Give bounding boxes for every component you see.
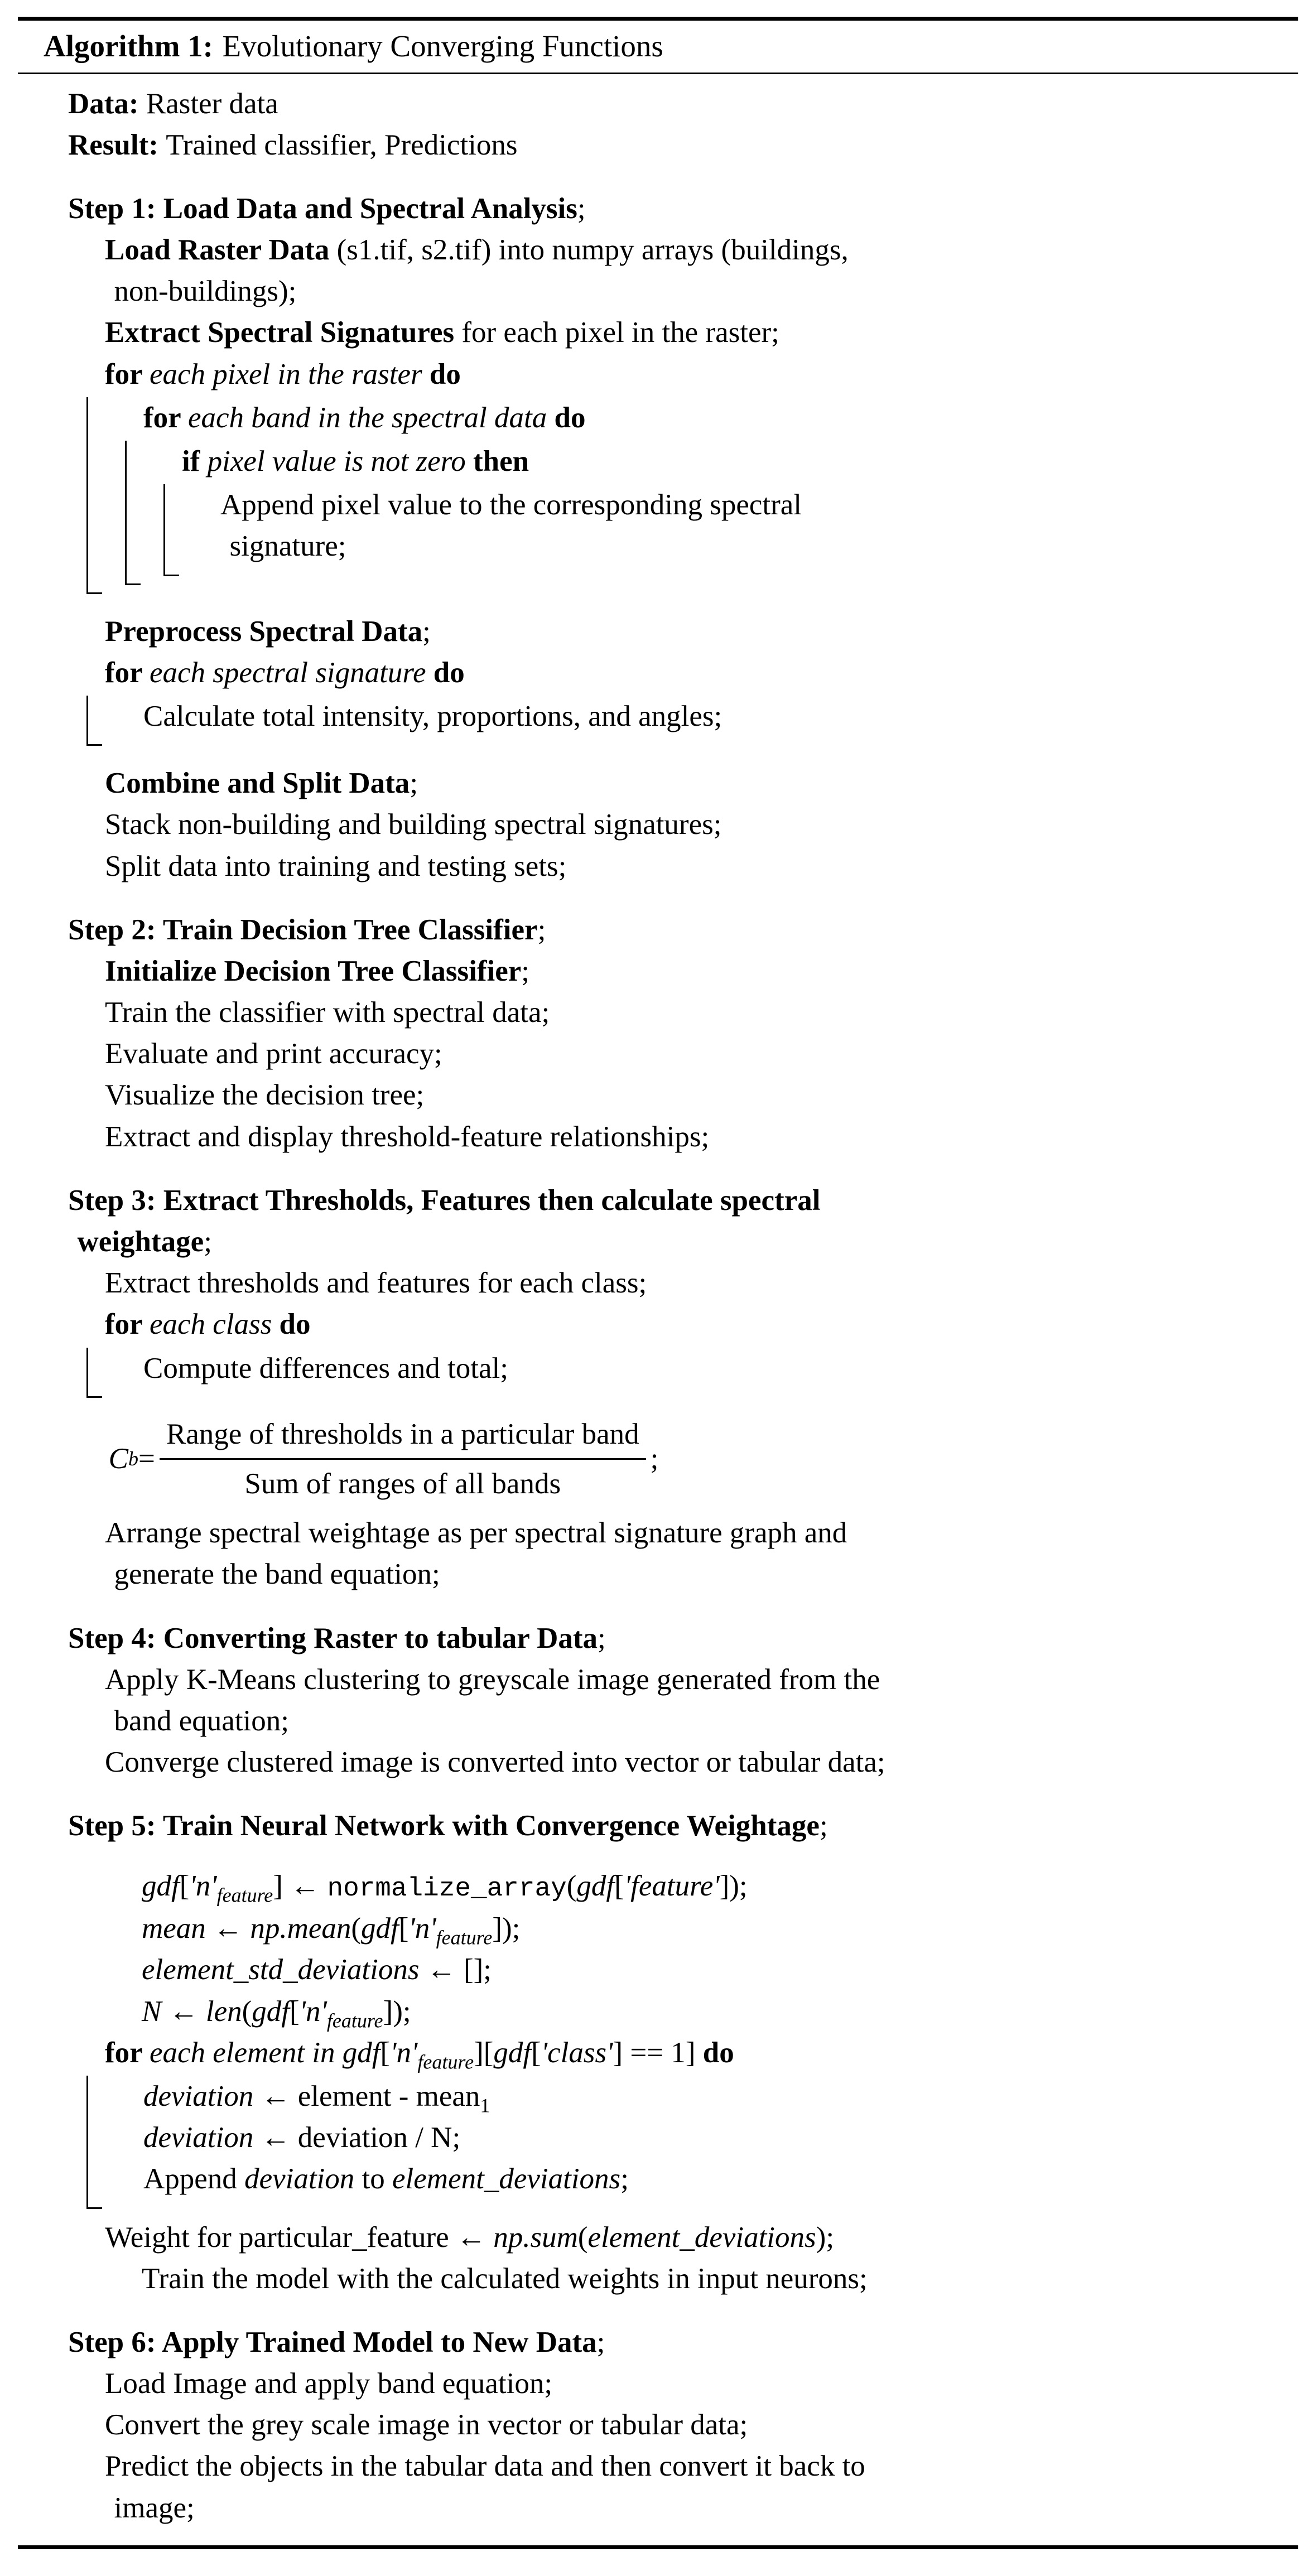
algorithm-line bbox=[142, 1991, 1293, 2032]
text-segment: ; bbox=[596, 2326, 605, 2358]
algorithm-line bbox=[143, 696, 1293, 737]
vertical-space bbox=[68, 1846, 1293, 1865]
algorithm-line bbox=[143, 1348, 1293, 1389]
text-segment: Step 3: Extract Thresholds, Features then calculate spectral bbox=[68, 1184, 821, 1217]
text-segment: ← bbox=[161, 1995, 206, 2028]
algorithm-line bbox=[105, 1742, 1293, 1783]
text-segment: Predict the objects in the tabular data and then convert it back to bbox=[105, 2450, 865, 2483]
text-segment: to bbox=[354, 2163, 393, 2196]
algorithm-line bbox=[105, 312, 1293, 353]
algorithm-line bbox=[68, 188, 1293, 229]
algorithm-line bbox=[114, 1554, 1293, 1595]
text-segment: deviation bbox=[244, 2163, 355, 2196]
text-segment: ( bbox=[351, 1912, 362, 1945]
text-segment: Visualize the decision tree; bbox=[105, 1079, 425, 1112]
text-segment: Append bbox=[143, 2163, 245, 2196]
text-segment: weightage bbox=[77, 1226, 204, 1258]
algorithm-line bbox=[78, 1221, 1293, 1262]
equation-line: C b = $\frac{\text{Range of thresholds in a particular band}}{\text{Sum of ranges of all bands}}$ ; bbox=[109, 1414, 1293, 1504]
text-segment: 'n' bbox=[408, 1912, 436, 1945]
text-segment: signature; bbox=[229, 530, 346, 563]
text-segment: ← bbox=[205, 1912, 251, 1945]
vertical-space bbox=[68, 887, 1293, 909]
text-segment: each class bbox=[149, 1308, 280, 1341]
text-segment: 'n' bbox=[390, 2036, 418, 2069]
vertical-space bbox=[68, 166, 1293, 188]
text-segment: [ bbox=[380, 2036, 391, 2069]
text-segment: for bbox=[143, 401, 188, 434]
vertical-space bbox=[68, 746, 1293, 763]
vertical-space bbox=[68, 1398, 1293, 1406]
algorithm-line bbox=[105, 1033, 1293, 1074]
algorithm-figure bbox=[18, 17, 1298, 2549]
algorithm-line bbox=[105, 229, 1293, 271]
text-segment: element_deviations bbox=[392, 2163, 621, 2196]
text-segment: ] ← bbox=[273, 1870, 327, 1903]
algorithm-line bbox=[114, 2487, 1293, 2529]
text-segment: non-buildings); bbox=[114, 275, 297, 308]
text-segment: Step 5: Train Neural Network with Convergence Weightage bbox=[68, 1810, 820, 1842]
algorithm-line bbox=[182, 441, 1293, 482]
text-segment: do bbox=[429, 358, 461, 390]
text-segment: ; bbox=[819, 1810, 828, 1842]
algorithm-caption-label: Algorithm 1: bbox=[44, 29, 213, 63]
fraction-denominator: Sum of ranges of all bands bbox=[244, 1467, 561, 1500]
text-segment: Append pixel value to the corresponding spectral bbox=[220, 489, 802, 522]
vertical-space bbox=[68, 1157, 1293, 1180]
text-segment: Extract and display threshold-feature relationships; bbox=[105, 1120, 710, 1153]
text-segment: ); bbox=[816, 2221, 835, 2254]
algorithm-line bbox=[143, 2076, 1293, 2117]
text-segment: ( bbox=[242, 1995, 252, 2028]
text-segment: each band in the spectral data bbox=[187, 401, 555, 434]
text-segment: Calculate total intensity, proportions, and angles; bbox=[143, 700, 722, 732]
text-segment: each element in gdf bbox=[149, 2036, 380, 2069]
algorithm-line bbox=[105, 2445, 1293, 2487]
algorithm-line bbox=[105, 1512, 1293, 1554]
loop-body-block bbox=[163, 484, 1293, 576]
algorithm-line bbox=[105, 2404, 1293, 2445]
text-segment: ]); bbox=[719, 1870, 748, 1903]
algorithm-line bbox=[114, 271, 1293, 312]
algorithm-caption-title: Evolutionary Converging Functions bbox=[222, 29, 663, 63]
text-segment: each pixel in the raster bbox=[149, 358, 430, 390]
equation-fraction bbox=[160, 1414, 646, 1504]
algorithm-line bbox=[105, 1074, 1293, 1116]
text-segment: Convert the grey scale image in vector or tabular data; bbox=[105, 2409, 748, 2442]
text-segment: 'class' bbox=[541, 2036, 613, 2069]
text-segment: 'feature' bbox=[624, 1870, 720, 1903]
text-segment: ; bbox=[204, 1226, 212, 1258]
algorithm-line bbox=[105, 2217, 1293, 2258]
text-segment: ; bbox=[422, 615, 431, 648]
text-segment: feature bbox=[436, 1926, 493, 1949]
text-segment: generate the band equation; bbox=[114, 1558, 440, 1591]
text-segment: Compute differences and total; bbox=[143, 1352, 508, 1385]
text-segment: for bbox=[105, 2036, 150, 2069]
algorithm-line bbox=[105, 1304, 1293, 1345]
algorithm-line bbox=[105, 652, 1293, 693]
text-segment: deviation bbox=[143, 2121, 254, 2154]
algorithm-line bbox=[105, 804, 1293, 845]
text-segment: band equation; bbox=[114, 1704, 289, 1737]
algorithm-line bbox=[105, 763, 1293, 804]
algorithm-line bbox=[105, 1262, 1293, 1304]
algorithm-line bbox=[142, 1865, 1293, 1908]
algorithm-line bbox=[68, 1805, 1293, 1846]
algorithm-line bbox=[105, 2363, 1293, 2404]
text-segment: len bbox=[205, 1995, 242, 2028]
algorithm-line bbox=[68, 83, 1293, 124]
text-segment: ]); bbox=[492, 1912, 521, 1945]
text-segment: mean bbox=[142, 1912, 206, 1945]
text-segment: [ bbox=[290, 1995, 300, 2028]
text-segment: for bbox=[105, 1308, 150, 1341]
algorithm-line bbox=[68, 1180, 1293, 1221]
text-segment: ( bbox=[577, 2221, 588, 2254]
algorithm-body bbox=[18, 74, 1298, 2545]
text-segment: element_deviations bbox=[587, 2221, 816, 2254]
text-segment: for bbox=[105, 656, 150, 689]
text-segment: Raster data bbox=[146, 87, 278, 120]
text-segment: ; bbox=[620, 2163, 629, 2196]
text-segment: gdf bbox=[576, 1870, 615, 1903]
algorithm-caption bbox=[18, 21, 1298, 73]
text-segment: N bbox=[142, 1995, 162, 2028]
algorithm-line bbox=[68, 124, 1293, 166]
text-segment: Stack non-building and building spectral signatures; bbox=[105, 808, 722, 841]
text-segment: Initialize Decision Tree Classifier bbox=[105, 954, 522, 987]
algorithm-line bbox=[105, 2032, 1293, 2073]
loop-body-block bbox=[86, 397, 1293, 594]
text-segment: [ bbox=[531, 2036, 541, 2069]
text-segment: ] == 1] bbox=[613, 2036, 703, 2069]
vertical-space bbox=[68, 2209, 1293, 2217]
text-segment: for each pixel in the raster; bbox=[461, 316, 779, 349]
text-segment: [ bbox=[179, 1870, 190, 1903]
algorithm-line bbox=[220, 484, 1293, 525]
text-segment: 1 bbox=[480, 2094, 490, 2117]
text-segment: gdf bbox=[493, 2036, 532, 2069]
text-segment: ][ bbox=[474, 2036, 494, 2069]
algorithm-line bbox=[68, 1618, 1293, 1659]
text-segment: gdf bbox=[361, 1912, 399, 1945]
text-segment: C bbox=[108, 1443, 128, 1475]
text-segment: gdf bbox=[252, 1995, 290, 2028]
text-segment: each spectral signature bbox=[149, 656, 433, 689]
text-segment: Load Raster Data bbox=[105, 234, 337, 267]
text-segment: ← []; bbox=[419, 1953, 492, 1986]
text-segment: Train the classifier with spectral data; bbox=[105, 996, 550, 1029]
vertical-space bbox=[68, 1783, 1293, 1805]
text-segment: Split data into training and testing sets; bbox=[105, 850, 567, 882]
text-segment: Data: bbox=[68, 87, 146, 120]
text-segment: np.sum bbox=[493, 2221, 578, 2254]
text-segment: Load Image and apply band equation; bbox=[105, 2367, 553, 2400]
loop-body-block bbox=[86, 2076, 1293, 2209]
algorithm-line bbox=[105, 611, 1293, 652]
algorithm-line bbox=[142, 2258, 1293, 2299]
text-segment: Step 6: Apply Trained Model to New Data bbox=[68, 2326, 597, 2358]
algorithm-line bbox=[105, 1116, 1293, 1157]
text-segment: Weight for particular_feature ← bbox=[105, 2221, 494, 2254]
text-segment: if bbox=[182, 445, 208, 477]
text-segment: Preprocess Spectral Data bbox=[105, 615, 423, 648]
text-segment: Extract thresholds and features for each class; bbox=[105, 1267, 647, 1300]
text-segment: Arrange spectral weightage as per spectral signature graph and bbox=[105, 1517, 847, 1550]
text-segment: feature bbox=[216, 1884, 273, 1907]
vertical-space bbox=[68, 594, 1293, 611]
text-segment: ; bbox=[410, 767, 418, 800]
text-segment: ]); bbox=[383, 1995, 411, 2028]
text-segment: ; bbox=[521, 954, 530, 987]
text-segment: Evaluate and print accuracy; bbox=[105, 1038, 442, 1070]
algorithm-line bbox=[68, 909, 1293, 951]
text-segment: image; bbox=[114, 2491, 195, 2524]
text-segment: Trained classifier, Predictions bbox=[166, 128, 518, 161]
text-segment: deviation bbox=[143, 2080, 254, 2112]
algorithm-line bbox=[230, 525, 1293, 567]
text-segment: np.mean bbox=[250, 1912, 351, 1945]
algorithm-line bbox=[105, 992, 1293, 1033]
text-segment: then bbox=[473, 445, 529, 477]
text-segment: ; bbox=[537, 913, 546, 946]
text-segment: Apply K-Means clustering to greyscale image generated from the bbox=[105, 1663, 880, 1696]
text-segment: Extract Spectral Signatures bbox=[105, 316, 462, 349]
text-segment: 'n' bbox=[299, 1995, 327, 2028]
loop-body-block bbox=[86, 1348, 1293, 1398]
text-segment: gdf bbox=[142, 1870, 180, 1903]
text-segment: 'n' bbox=[189, 1870, 217, 1903]
text-segment: ; bbox=[577, 192, 586, 225]
bottom-rule bbox=[18, 2545, 1298, 2549]
text-segment: [ bbox=[398, 1912, 409, 1945]
text-segment: Combine and Split Data bbox=[105, 767, 410, 800]
text-segment: normalize_array bbox=[327, 1874, 567, 1904]
algorithm-line bbox=[105, 1659, 1293, 1700]
text-segment: Step 2: Train Decision Tree Classifier bbox=[68, 913, 538, 946]
text-segment: element_std_deviations bbox=[142, 1953, 420, 1986]
algorithm-line bbox=[142, 1949, 1293, 1990]
algorithm-line bbox=[68, 2322, 1293, 2363]
text-segment: Result: bbox=[68, 128, 166, 161]
text-segment: = bbox=[138, 1443, 155, 1475]
text-segment: ← element - mean bbox=[253, 2080, 480, 2112]
text-segment: ( bbox=[566, 1870, 577, 1903]
algorithm-line bbox=[142, 1908, 1293, 1949]
text-segment: ← deviation / N; bbox=[253, 2121, 461, 2154]
vertical-space bbox=[68, 2299, 1293, 2322]
text-segment: ; bbox=[598, 1622, 606, 1654]
text-segment: feature bbox=[326, 2009, 383, 2032]
loop-body-block bbox=[125, 441, 1293, 585]
vertical-space bbox=[68, 1595, 1293, 1618]
algorithm-line bbox=[105, 846, 1293, 887]
text-segment: do bbox=[279, 1308, 311, 1341]
text-segment: Step 4: Converting Raster to tabular Data bbox=[68, 1622, 598, 1654]
algorithm-line bbox=[143, 2158, 1293, 2199]
text-segment: do bbox=[433, 656, 465, 689]
fraction-numerator: Range of thresholds in a particular band bbox=[160, 1414, 646, 1460]
algorithm-line bbox=[143, 2117, 1293, 2158]
algorithm-line bbox=[105, 951, 1293, 992]
text-segment: feature bbox=[417, 2051, 474, 2073]
text-segment: Train the model with the calculated weights in input neurons; bbox=[142, 2262, 868, 2295]
text-segment: Converge clustered image is converted into vector or tabular data; bbox=[105, 1746, 885, 1779]
text-segment: do bbox=[554, 401, 586, 434]
text-segment: ; bbox=[650, 1443, 659, 1475]
algorithm-line bbox=[114, 1700, 1293, 1742]
top-rule bbox=[18, 17, 1298, 21]
loop-body-block bbox=[86, 696, 1293, 746]
text-segment: do bbox=[702, 2036, 734, 2069]
algorithm-line bbox=[105, 354, 1293, 395]
algorithm-line bbox=[143, 397, 1293, 438]
text-segment: Step 1: Load Data and Spectral Analysis bbox=[68, 192, 577, 225]
text-segment: [ bbox=[614, 1870, 624, 1903]
text-segment: pixel value is not zero bbox=[207, 445, 474, 477]
text-segment: for bbox=[105, 358, 150, 390]
text-segment: (s1.tif, s2.tif) into numpy arrays (buildings, bbox=[336, 234, 849, 267]
